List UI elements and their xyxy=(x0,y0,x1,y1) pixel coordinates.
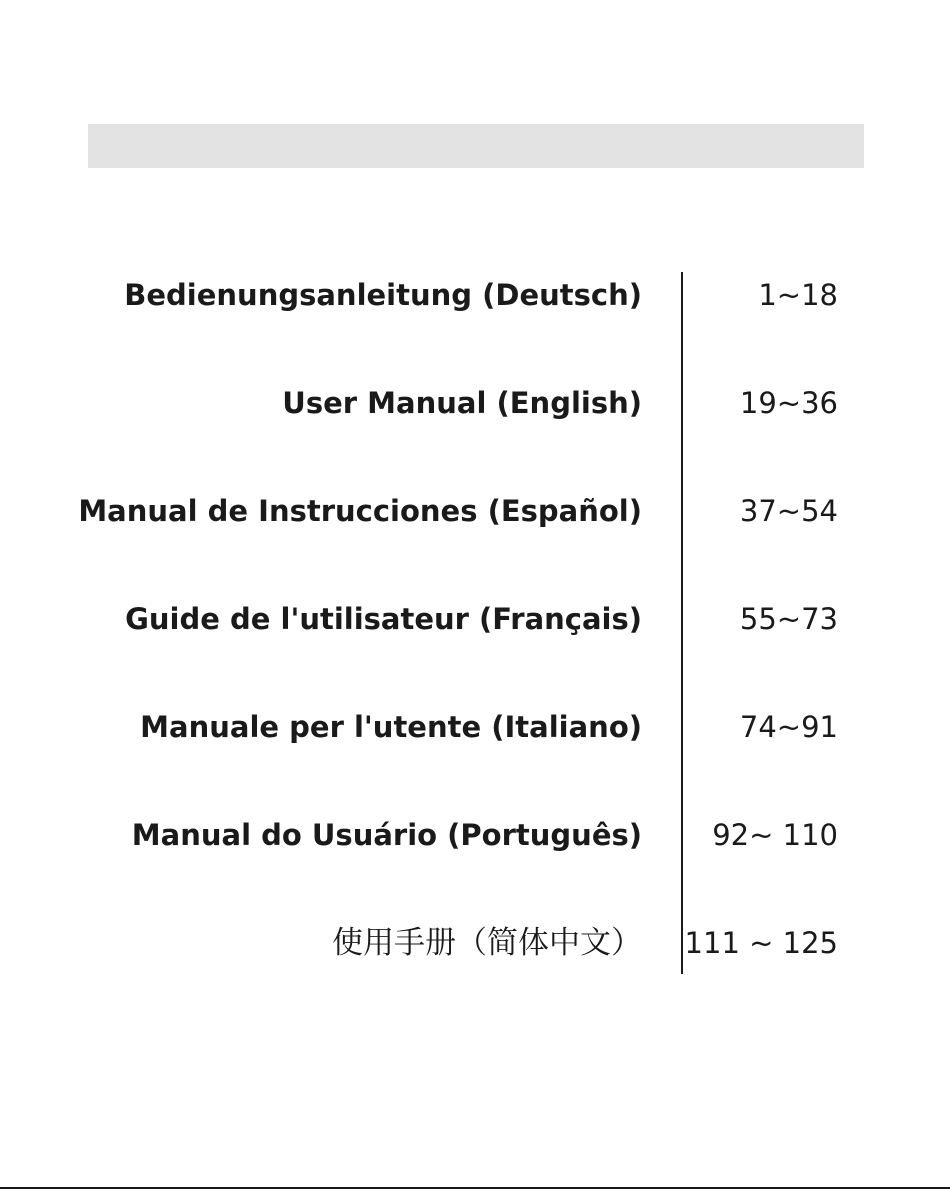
toc-entry-title: User Manual (English) xyxy=(282,386,642,420)
toc-entry-title: Manual de Instrucciones (Español) xyxy=(78,494,642,528)
toc-entry-pages: 55~73 xyxy=(739,602,838,636)
toc-entry-english[interactable] xyxy=(0,378,950,428)
toc-entry-pages: 111 ~ 125 xyxy=(684,926,838,960)
toc-entry-pages: 92~ 110 xyxy=(712,818,838,852)
toc-entry-pages: 74~91 xyxy=(739,710,838,744)
toc-entry-pages: 37~54 xyxy=(739,494,838,528)
toc-entry-title: Manuale per l'utente (Italiano) xyxy=(140,710,642,744)
toc-entry-espanol[interactable] xyxy=(0,486,950,536)
toc-entry-deutsch[interactable] xyxy=(0,270,950,320)
toc-entry-title: Manual do Usuário (Português) xyxy=(131,818,642,852)
toc-entry-italiano[interactable] xyxy=(0,702,950,752)
toc-entry-francais[interactable] xyxy=(0,594,950,644)
toc-entry-title: Bedienungsanleitung (Deutsch) xyxy=(124,278,642,312)
toc-entry-title: 使用手册（简体中文） xyxy=(332,925,642,961)
toc-entry-pages: 19~36 xyxy=(739,386,838,420)
toc-entry-pages: 1~18 xyxy=(758,278,838,312)
toc-entry-title: Guide de l'utilisateur (Français) xyxy=(125,602,642,636)
toc-entry-chinese[interactable] xyxy=(0,918,950,968)
toc-entry-portugues[interactable] xyxy=(0,810,950,860)
